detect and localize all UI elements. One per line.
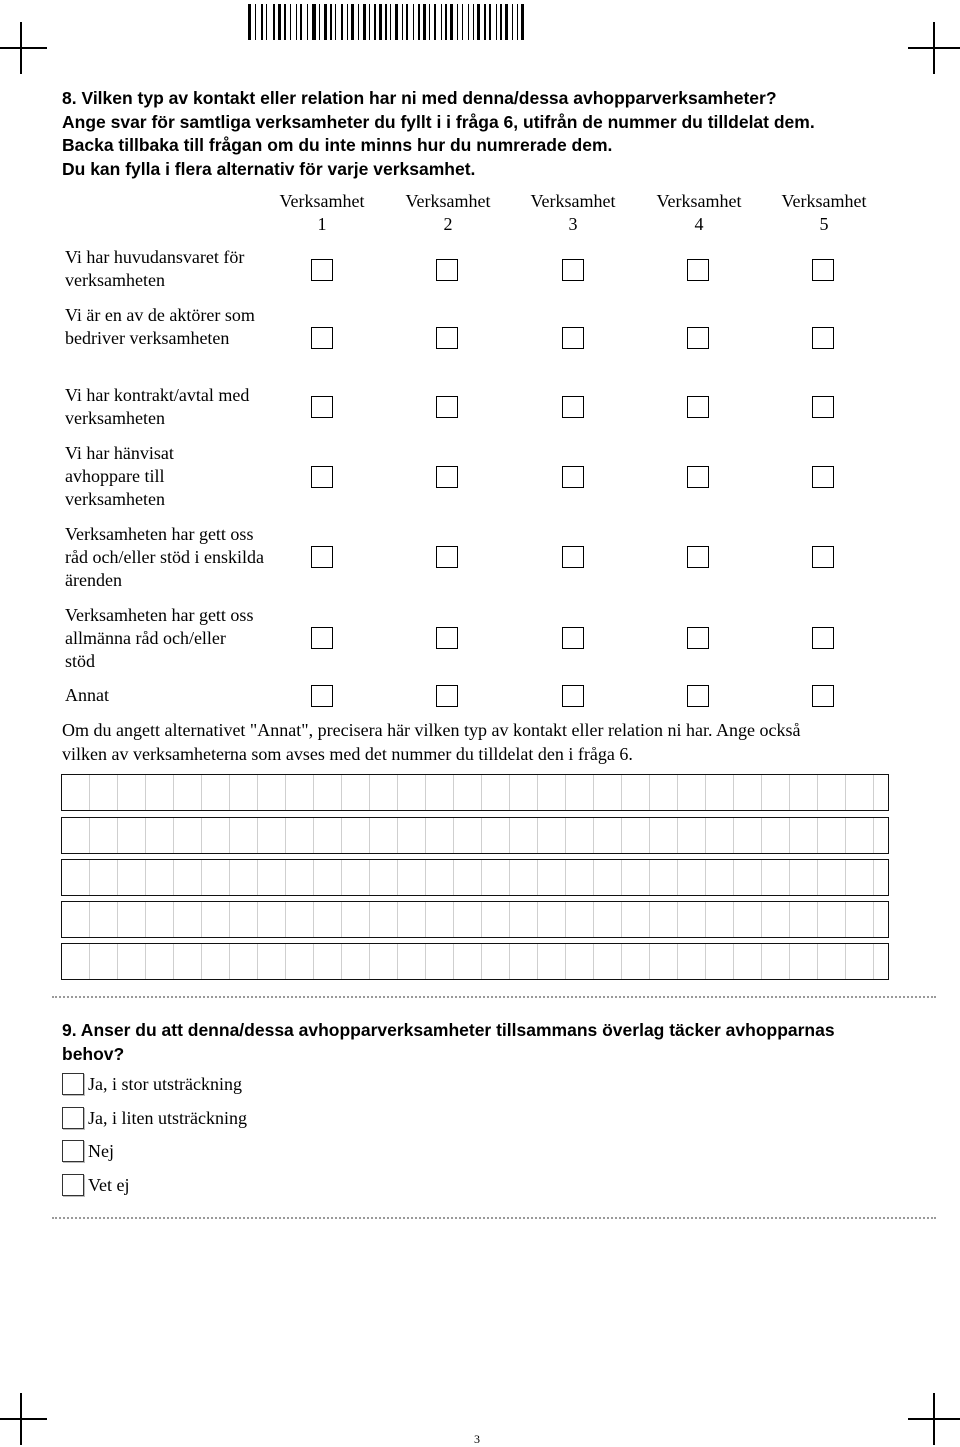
- checkbox-row6-verksamhet4[interactable]: [687, 627, 709, 649]
- barcode-bar: [261, 4, 263, 40]
- barcode-bar: [385, 4, 387, 40]
- column-header-2: [385, 190, 511, 236]
- column-header-number: 5: [819, 214, 829, 234]
- barcode-bar: [413, 4, 414, 40]
- section-divider: [52, 1217, 936, 1219]
- row-label-other: Annat: [65, 685, 109, 705]
- barcode-bar: [330, 4, 332, 40]
- crop-mark-bottom-left: [0, 1393, 47, 1445]
- barcode-bar: [369, 4, 370, 40]
- column-header-4: [636, 190, 762, 236]
- row-label-one-of-actors: Vi är en av de aktörer som bedriver verksamheten: [65, 305, 255, 348]
- question-8-heading: [62, 87, 815, 181]
- barcode-bar: [312, 4, 316, 40]
- checkbox-row6-verksamhet2[interactable]: [436, 627, 458, 649]
- checkbox-row1-verksamhet1[interactable]: [311, 259, 333, 281]
- other-text-field-5[interactable]: [61, 943, 889, 980]
- other-specify-instructions: [62, 718, 800, 766]
- column-header-number: 4: [694, 214, 704, 234]
- question-8-line: Backa tillbaka till frågan om du inte minns hur du numrerade dem.: [62, 135, 613, 155]
- crop-mark-top-left: [0, 22, 47, 74]
- checkbox-row5-verksamhet4[interactable]: [687, 546, 709, 568]
- column-header-label: Verksamhet: [405, 191, 491, 211]
- checkbox-row7-verksamhet1[interactable]: [311, 685, 333, 707]
- page-number: 3: [474, 1432, 480, 1446]
- note-line: Om du angett alternativet "Annat", precisera här vilken typ av kontakt eller relation ni har. Ange också: [62, 720, 801, 740]
- column-header-number: 3: [568, 214, 578, 234]
- checkbox-row4-verksamhet5[interactable]: [812, 466, 834, 488]
- checkbox-row2-verksamhet4[interactable]: [687, 327, 709, 349]
- other-text-field-4[interactable]: [61, 901, 889, 938]
- barcode-bar: [335, 4, 336, 40]
- barcode-bar: [255, 4, 256, 40]
- checkbox-row2-verksamhet2[interactable]: [436, 327, 458, 349]
- barcode-bar: [468, 4, 469, 40]
- question-9-line: 9. Anser du att denna/dessa avhopparverksamheter tillsammans överlag täcker avhopparnas: [62, 1020, 835, 1040]
- other-text-field-3[interactable]: [61, 859, 889, 896]
- barcode-bar: [307, 4, 308, 40]
- checkbox-row2-verksamhet1[interactable]: [311, 327, 333, 349]
- barcode-bar: [434, 4, 436, 40]
- other-text-field-2[interactable]: [61, 817, 889, 854]
- barcode-bar: [248, 4, 251, 40]
- barcode-bar: [457, 4, 458, 40]
- barcode-bar: [429, 4, 430, 40]
- column-header-label: Verksamhet: [656, 191, 742, 211]
- column-header-label: Verksamhet: [781, 191, 867, 211]
- crop-mark-bottom-right: [908, 1393, 960, 1445]
- barcode-bar: [512, 4, 513, 40]
- checkbox-row2-verksamhet3[interactable]: [562, 327, 584, 349]
- checkbox-row1-verksamhet3[interactable]: [562, 259, 584, 281]
- checkbox-row7-verksamhet5[interactable]: [812, 685, 834, 707]
- barcode-bar: [319, 4, 320, 40]
- question-8-line: Ange svar för samtliga verksamheter du fyllt i i fråga 6, utifrån de nummer du tilldelat dem.: [62, 111, 815, 132]
- checkbox-row6-verksamhet1[interactable]: [311, 627, 333, 649]
- barcode-bar: [284, 4, 286, 40]
- barcode-bar: [489, 4, 491, 40]
- barcode-bar: [505, 4, 508, 40]
- column-header-number: 1: [317, 214, 327, 234]
- barcode-bar: [423, 4, 426, 40]
- barcode-bar: [296, 4, 297, 40]
- column-header-number: 2: [443, 214, 453, 234]
- question-9-heading: [62, 1019, 835, 1066]
- question-8-line: Du kan fylla i flera alternativ för varje verksamhet.: [62, 158, 476, 179]
- other-text-field-1[interactable]: [61, 774, 889, 811]
- column-header-5: [761, 190, 887, 236]
- checkbox[interactable]: [62, 1073, 84, 1095]
- crop-mark-top-right: [908, 22, 960, 74]
- column-header-3: [510, 190, 636, 236]
- row-label-contract: Vi har kontrakt/avtal med verksamheten: [65, 385, 250, 428]
- barcode-bar: [484, 4, 486, 40]
- barcode-bar: [521, 4, 524, 40]
- barcode-bar: [278, 4, 281, 40]
- barcode-bar: [462, 4, 463, 40]
- barcode-bar: [500, 4, 502, 40]
- checkbox-row7-verksamhet2[interactable]: [436, 685, 458, 707]
- option-label: Nej: [88, 1141, 114, 1161]
- row-label-individual-advice: Verksamheten har gett oss råd och/eller stöd i enskilda ärenden: [65, 524, 264, 590]
- checkbox-row5-verksamhet3[interactable]: [562, 546, 584, 568]
- barcode-bar: [351, 4, 354, 40]
- option-label: Ja, i liten utsträckning: [88, 1108, 247, 1128]
- row-label-general-advice: Verksamheten har gett oss allmänna råd och/eller stöd: [65, 605, 254, 671]
- barcode-bar: [379, 4, 382, 40]
- barcode-bar: [445, 4, 447, 40]
- checkbox-row7-verksamhet4[interactable]: [687, 685, 709, 707]
- barcode-bar: [441, 4, 442, 40]
- note-line: vilken av verksamheterna som avses med det nummer du tilldelat den i fråga 6.: [62, 744, 633, 764]
- checkbox-row4-verksamhet1[interactable]: [311, 466, 333, 488]
- checkbox-row3-verksamhet4[interactable]: [687, 396, 709, 418]
- checkbox-row5-verksamhet5[interactable]: [812, 546, 834, 568]
- barcode-bar: [273, 4, 275, 40]
- checkbox-row4-verksamhet3[interactable]: [562, 466, 584, 488]
- checkbox-row1-verksamhet4[interactable]: [687, 259, 709, 281]
- checkbox-row6-verksamhet5[interactable]: [812, 627, 834, 649]
- barcode-bar: [266, 4, 267, 40]
- checkbox-row4-verksamhet4[interactable]: [687, 466, 709, 488]
- barcode-bar: [450, 4, 453, 40]
- barcode-bar: [347, 4, 348, 40]
- barcode-bar: [496, 4, 497, 40]
- question-9-line: behov?: [62, 1043, 125, 1064]
- checkbox-row7-verksamhet3[interactable]: [562, 685, 584, 707]
- checkbox-row5-verksamhet1[interactable]: [311, 546, 333, 568]
- barcode-bar: [341, 4, 343, 40]
- barcode-bar: [418, 4, 420, 40]
- barcode-bar: [395, 4, 398, 40]
- barcode-bar: [374, 4, 376, 40]
- checkbox-row1-verksamhet5[interactable]: [812, 259, 834, 281]
- option-label: Ja, i stor utsträckning: [88, 1074, 242, 1094]
- barcode-bar: [300, 4, 302, 40]
- column-header-label: Verksamhet: [279, 191, 365, 211]
- checkbox-row6-verksamhet3[interactable]: [562, 627, 584, 649]
- barcode-bar: [358, 4, 359, 40]
- barcode-bar: [290, 4, 291, 40]
- question-8-line: 8. Vilken typ av kontakt eller relation har ni med denna/dessa avhopparverksamheter?: [62, 88, 777, 108]
- barcode-bar: [406, 4, 408, 40]
- row-label-referred: Vi har hänvisat avhoppare till verksamheten: [65, 443, 174, 509]
- row-label-main-responsibility: Vi har huvudansvaret för verksamheten: [65, 247, 245, 290]
- column-header-label: Verksamhet: [530, 191, 616, 211]
- checkbox[interactable]: [62, 1140, 84, 1162]
- barcode-bar: [390, 4, 391, 40]
- checkbox-row3-verksamhet1[interactable]: [311, 396, 333, 418]
- checkbox-row2-verksamhet5[interactable]: [812, 327, 834, 349]
- checkbox-row3-verksamhet2[interactable]: [436, 396, 458, 418]
- barcode-bar: [363, 4, 366, 40]
- checkbox-row3-verksamhet5[interactable]: [812, 396, 834, 418]
- checkbox[interactable]: [62, 1174, 84, 1196]
- barcode-bar: [477, 4, 480, 40]
- barcode-bar: [473, 4, 474, 40]
- checkbox[interactable]: [62, 1107, 84, 1129]
- barcode-bar: [402, 4, 403, 40]
- barcode-bar: [324, 4, 327, 40]
- checkbox-row3-verksamhet3[interactable]: [562, 396, 584, 418]
- section-divider: [52, 996, 936, 998]
- option-label: Vet ej: [88, 1175, 130, 1195]
- checkbox-row1-verksamhet2[interactable]: [436, 259, 458, 281]
- checkbox-row5-verksamhet2[interactable]: [436, 546, 458, 568]
- barcode-bar: [517, 4, 518, 40]
- column-header-1: [259, 190, 385, 236]
- checkbox-row4-verksamhet2[interactable]: [436, 466, 458, 488]
